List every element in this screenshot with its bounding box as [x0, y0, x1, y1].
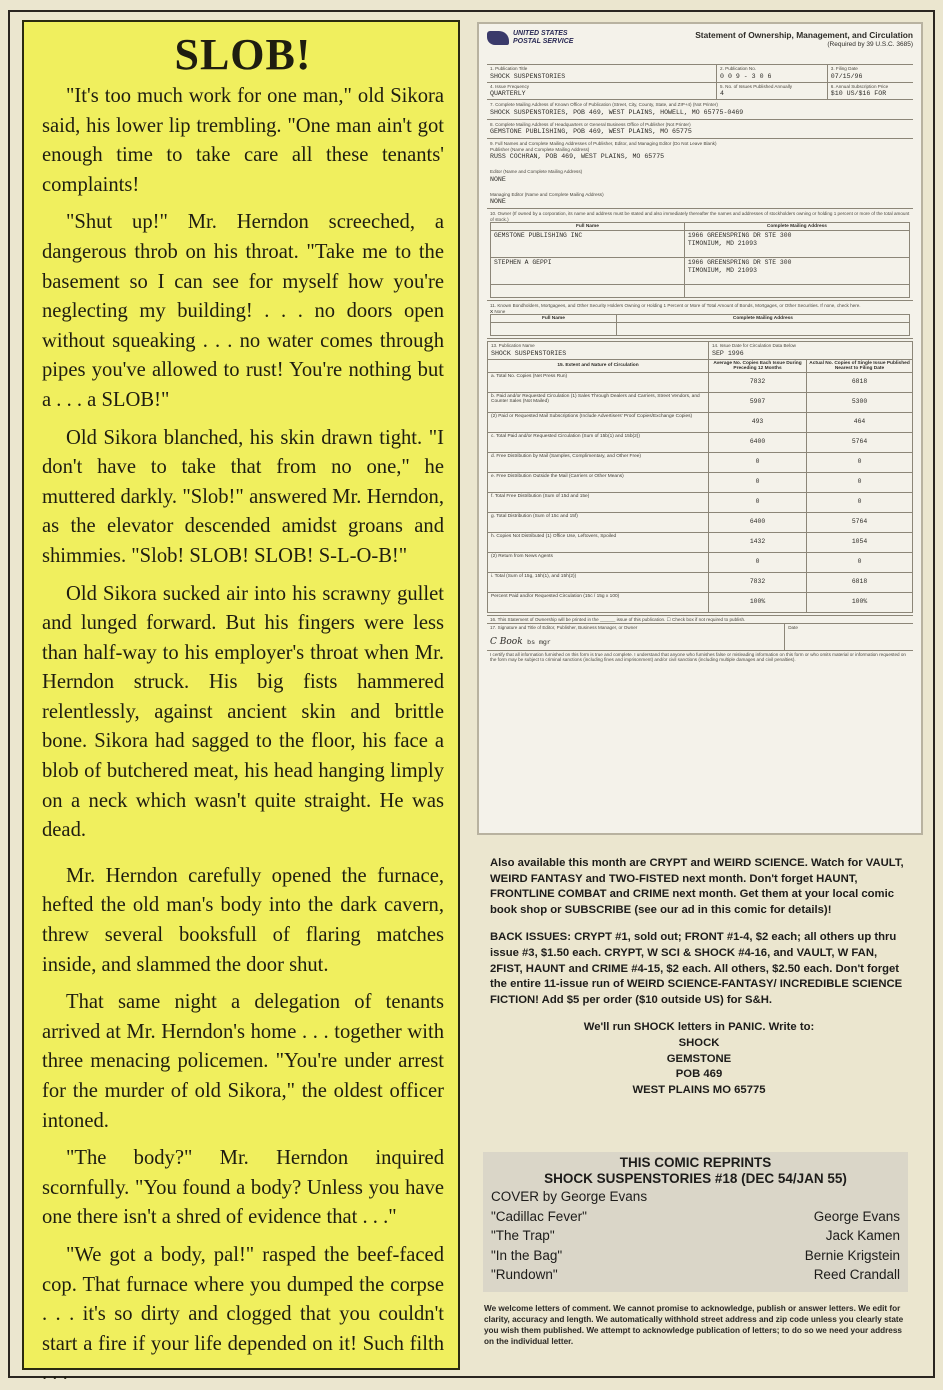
also-available-note: Also available this month are CRYPT and WEIRD SCIENCE. Watch for VAULT, WEIRD FANTASY and TWO-FISTED next month. Don't forget HAUNT, FRONTLINE COMBAT and CRIME next month. Get them at your local comic book shop or SUBSCRIBE (see our ad in this comic for details)!: [490, 857, 904, 916]
table-row: GEMSTONE PUBLISHING INC 1966 GREENSPRING DR STE 300 TIMONIUM, MD 21093: [491, 231, 910, 258]
list-item: "The Trap" Jack Kamen: [491, 1228, 900, 1243]
table-row: d. Free Distribution by Mail (Samples, Complimentary, and Other Free) 0 0: [488, 452, 913, 472]
signature: C Book: [490, 636, 523, 647]
story-paragraph: "It's too much work for one man," old Sikora said, his lower lip trembling. "One man ain't got enough time to take care all these tenants' complaints!: [42, 85, 444, 196]
table-row: e. Free Distribution Outside the Mail (Carriers or Other Means) 0 0: [488, 472, 913, 492]
story-paragraph: Mr. Herndon carefully opened the furnace, hefted the old man's body into the dark cavern, threw several booksfull of flaring matches inside, and slammed the door shut.: [42, 864, 444, 976]
subscription-price: $10 US/$16 FOR: [830, 90, 887, 97]
table-row: (2) Return from News Agents 0 0: [488, 552, 913, 572]
office-address: SHOCK SUSPENSTORIES, POB 469, WEST PLAINS, HOWELL, MO 65775-0469: [490, 108, 744, 116]
publication-number: 0 0 9 - 3 0 6: [720, 72, 772, 80]
cover-credit: COVER by George Evans: [491, 1189, 648, 1204]
usps-line-1: UNITED STATES: [513, 30, 568, 37]
story-panel: [22, 20, 460, 1385]
issues-per-year: 4: [720, 90, 724, 97]
usps-line-2: POSTAL SERVICE: [513, 38, 574, 45]
form-required-note: (Required by 39 U.S.C. 3685): [827, 41, 913, 48]
story-paragraph: "Shut up!" Mr. Herndon screeched, a dangerous throb on his throat. "Take me to the basement so I can see for myself how you're neglecting my building! . . . no doors open without squeaking . . . no water comes through pipes you've allowed to rust! You're nothing but a . . . a SLOB!": [42, 211, 444, 411]
publication-title: SHOCK SUSPENSTORIES: [490, 72, 566, 80]
list-item: "Rundown" Reed Crandall: [491, 1267, 900, 1282]
story-paragraph: "The body?" Mr. Herndon inquired scornfully. "You found a body? Unless you have one there isn't a shred of evidence that . . .": [42, 1147, 444, 1229]
headquarters-address: GEMSTONE PUBLISHING, POB 469, WEST PLAINS, MO 65775: [490, 128, 692, 135]
circulation-table: 13. Publication Name SHOCK SUSPENSTORIES 14. Issue Date for Circulation Data Below SEP 1996 15. Extent and Nature of Circulation Average No. Copies Each Issue During Preceding 12 Months Actual No. Copies of Single Issue Published Nearest to Filing Date a. Total No. Copies (Net Press Run) 7832 6818 b. Paid and/or Requested Circulation (1) Sales Through Dealers and Carriers, Street Vendors, and Counter Sales (Not Mailed) 5907 5300 (2) Paid or Requested Mail Subscriptions (Include Advertisers' Proof Copies/Exchange Copies) 493 464 c. Total Paid and/or Requested Circulation (Sum of 15b(1) and 15b(2)) 6400 5764 d. Free Distribution by Mail (Samples, Complimentary, and Other Free) 0 0 e. Free Distribution Outside the Mail (Carriers or Other Means) 0 0 f. Total Free Distribution (Sum of 15d and 15e) 0 0 g. Total Distribution (Sum of 15c and 15f) 6400 5764 h. Copies Not Distributed (1) Office Use, Leftovers, Spoiled 1432 1054 (2) Return from News Agents 0 0 i. Total (Sum of 15g, 15h(1), and 15h(2)) 7832 6818 Percent Paid and/or Requested Circulation (15c / 15g x 100) 100% 100%: [487, 341, 913, 613]
story-paragraph: Old Sikora blanched, his skin drawn tight. "I don't have to take that from no one," he muttered darkly. "Slob!" answered Mr. Herndon, as the elevator descended amidst groans and shimmies. "Slob! SLOB! SLOB! S-L-O-B!": [42, 426, 444, 567]
table-row: STEPHEN A GEPPI 1966 GREENSPRING DR STE 300 TIMONIUM, MD 21093: [491, 258, 910, 285]
table-row: c. Total Paid and/or Requested Circulation (Sum of 15b(1) and 15b(2)) 6400 5764: [488, 432, 913, 452]
publication-name: SHOCK SUSPENSTORIES: [491, 349, 567, 357]
reprint-issue: SHOCK SUSPENSTORIES #18 (DEC 54/JAN 55): [544, 1171, 847, 1186]
table-row: i. Total (Sum of 15g, 15h(1), and 15h(2)) 7832 6818: [488, 572, 913, 592]
story-paragraph: That same night a delegation of tenants arrived at Mr. Herndon's home . . . together with three menacing policemen. "You're under arrest for the murder of old Sikora," the oldest officer intoned.: [42, 991, 444, 1132]
filing-date: 07/15/96: [830, 72, 863, 80]
reprint-title: THIS COMIC REPRINTS: [619, 1155, 772, 1170]
mailing-address-line: POB 469: [675, 1068, 723, 1081]
reprint-credits-box: [483, 1152, 908, 1292]
certification-text: I certify that all information furnished on this form is true and complete. I understand that anyone who furnishes false or misleading information on this form or who omits material or information requested on the form may be subject to criminal sanctions (including fines and imprisonment) and/or civil sanctions (including multiple damages and civil penalties).: [490, 651, 906, 663]
mailing-address-line: SHOCK: [678, 1036, 720, 1049]
ownership-statement-form: UNITED STATES POSTAL SERVICE Statement of Ownership, Management, and Circulation (Required by 39 U.S.C. 3685) 1. Publication Title SHOCK SUSPENSTORIES 2. Publication No. 0 0 9 - 3 0 6 3. Filing Date 07/15/96 4. Issue Frequency QUARTERLY 5. No. of Issues Published Annually 4 6. Annual Subscription Price $10 US/$16 FOR 7. Complete Mailing Address of Known Office of Publication (Street, City, County, State, and ZIP+4) (Not Printer) SHOCK SUSPENSTORIES, POB 469, WEST PLAINS, HOWELL, MO 65775-0469 8. Complete Mailing Address of Headquarters or General Business Office of Publisher (Not Printer) GEMSTONE PUBLISHING, POB 469, WEST PLAINS, MO 65775 9. Full Names and Complete Mailing Addresses of Publisher, Editor, and Managing Editor (Do Not Leave Blank) Publisher (Name and Complete Mailing Address) RUSS COCHRAN, POB 469, WEST PLAINS, MO 65775 Editor (Name and Complete Mailing Address) NONE Managing Editor (Name and Complete Mailing Address) NONE 10. Owner (If owned by a corporation, its name and address must be stated and also immediately thereafter the names and addresses of stockholders owning or holding 1 percent or more of the total amount of stock.) Full Name Complete Mailing Address GEMSTONE PUBLISHING INC 1966 GREENSPRING DR STE 300 TIMONIUM, MD 21093 STEPHEN A GEPPI 1966 GREENSPRING DR STE 300 TIMONIUM, MD 21093 11. Known Bondholders, Mortgagees, and Other Security Holders Owning or Holding 1 Percent or More of Total Amount of Bonds, Mortgages, or Other Securities. If none, check here. X None Full Name Complete Mailing Address 13. Publication Name SHOCK SUSPENSTORIES 14. Issue Date for Circulation Data Below SEP 1996 15. Extent and Nature of Circulation Average No. Copies Each Issue During Preceding 12 Months Actual No. Copies of Single Issue Published Nearest to Filing Date a. Total No. Copies (Net Press Run) 7832 6818 b. Paid and/or Requested Circulation (1) Sales Through Dealers and Carriers, Street Vendors, and Counter Sales (Not Mailed) 5907 5300 (2) Paid or Requested Mail Subscriptions (Include Advertisers' Proof Copies/Exchange Copies) 493 464 c. Total Paid and/or Requested Circulation (Sum of 15b(1) and 15b(2)) 6400 5764 d. Free Distribution by Mail (Samples, Complimentary, and Other Free) 0 0 e. Free Distribution Outside the Mail (Carriers or Other Means) 0 0 f. Total Free Distribution (Sum of 15d and 15e) 0 0 g. Total Distribution (Sum of 15c and 15f) 6400 5764 h. Copies Not Distributed (1) Office Use, Leftovers, Spoiled 1432 1054 (2) Return from News Agents 0 0 i. Total (Sum of 15g, 15h(1), and 15h(2)) 7832 6818 Percent Paid and/or Requested Circulation (15c / 15g x 100) 100% 100% 16. This Statement of Ownership will be printed in the ______ issue of this publication. ☐ Check box if not required to publish. 17. Signature and Title of Editor, Publisher, Business Manager, or Owner C Book bs mgr Date I certify that all information furnished on this form is true and complete. I understand that anyone who furnishes false or misleading information on this form or who omits material or information requested on the form may be subject to criminal sanctions (including fines and imprisonment) and/or civil sanctions (including multiple damages and civil penalties).: [477, 22, 923, 835]
none-checkbox: X: [490, 308, 494, 314]
issue-date: SEP 1996: [712, 349, 744, 357]
editorial-notes: [490, 856, 908, 1098]
table-row: (2) Paid or Requested Mail Subscriptions (Include Advertisers' Proof Copies/Exchange Copies) 493 464: [488, 412, 913, 432]
issue-frequency: QUARTERLY: [490, 90, 526, 97]
story-paragraph: "We got a body, pal!" rasped the beef-faced cop. That furnace where you dumped the corpse . . . it's so dirty and clogged that you couldn't start a fire if your life depended on it! Such filth . . .: [42, 1243, 444, 1385]
table-row: g. Total Distribution (Sum of 15c and 15f) 6400 5764: [488, 512, 913, 532]
eagle-icon: [487, 31, 509, 45]
table-row: Percent Paid and/or Requested Circulation (15c / 15g x 100) 100% 100%: [488, 592, 913, 612]
form-title: Statement of Ownership, Management, and Circulation: [695, 30, 913, 40]
letters-policy: We welcome letters of comment. We cannot promise to acknowledge, publish or answer letters. We edit for clarity, accuracy and length. We automatically withhold street address and zip code unless you clearly state you wish them published. We attempt to acknowledge publication of letters; to do so we need your address on the individual letter.: [484, 1304, 904, 1346]
managing-editor: NONE: [490, 198, 506, 205]
table-row: f. Total Free Distribution (Sum of 15d and 15e) 0 0: [488, 492, 913, 512]
list-item: "Cadillac Fever" George Evans: [491, 1208, 900, 1224]
usps-logo: [487, 30, 617, 46]
not-required-checkbox: Check box if not required to publish.: [672, 616, 746, 622]
table-row: h. Copies Not Distributed (1) Office Use, Leftovers, Spoiled 1432 1054: [488, 532, 913, 552]
owners-table: Full Name Complete Mailing Address GEMSTONE PUBLISHING INC 1966 GREENSPRING DR STE 300 TIMONIUM, MD 21093 STEPHEN A GEPPI 1966 GREENSPRING DR STE 300 TIMONIUM, MD 21093: [490, 222, 910, 298]
story-paragraph: Old Sikora sucked air into his scrawny gullet and lunged forward. But his fingers were less than half-way to his employer's throat when Mr. Herndon struck. His big fists hammered relentlessly, against ancient skin and brittle bone. Sikora had sagged to the floor, his face a blob of butchered meat, his head hanging limply on a neck which wasn't quite straight. He was dead.: [42, 582, 444, 842]
letters-note: We'll run SHOCK letters in PANIC. Write to:: [583, 1021, 815, 1034]
back-issues-note: BACK ISSUES: CRYPT #1, sold out; FRONT #1-4, $2 each; all others up thru issue #3, $1.50 each. CRYPT, W SCI & SHOCK #4-16, and VAULT, W FAN, 2FIST, HAUNT and CRIME #4-15, $2 each. All others, $2.50 each. Don't forget the entire 11-issue run of WEIRD SCIENCE-FANTASY/ INCREDIBLE SCIENCE FICTION! Add $5 per order ($10 outside US) for S&H.: [490, 931, 903, 1006]
list-item: "In the Bag" Bernie Krigstein: [491, 1247, 900, 1263]
mailing-address-line: WEST PLAINS MO 65775: [632, 1083, 766, 1096]
form-header: [487, 30, 913, 65]
story-title: SLOB!: [174, 30, 312, 79]
editor: NONE: [490, 175, 506, 183]
mailing-address-line: GEMSTONE: [666, 1052, 732, 1065]
publisher: RUSS COCHRAN, POB 469, WEST PLAINS, MO 65775: [490, 153, 665, 160]
table-row: b. Paid and/or Requested Circulation (1) Sales Through Dealers and Carriers, Street Vendors, and Counter Sales (Not Mailed) 5907 5300: [488, 392, 913, 412]
signer-title: bs mgr: [527, 638, 551, 646]
table-row: a. Total No. Copies (Net Press Run) 7832 6818: [488, 372, 913, 392]
